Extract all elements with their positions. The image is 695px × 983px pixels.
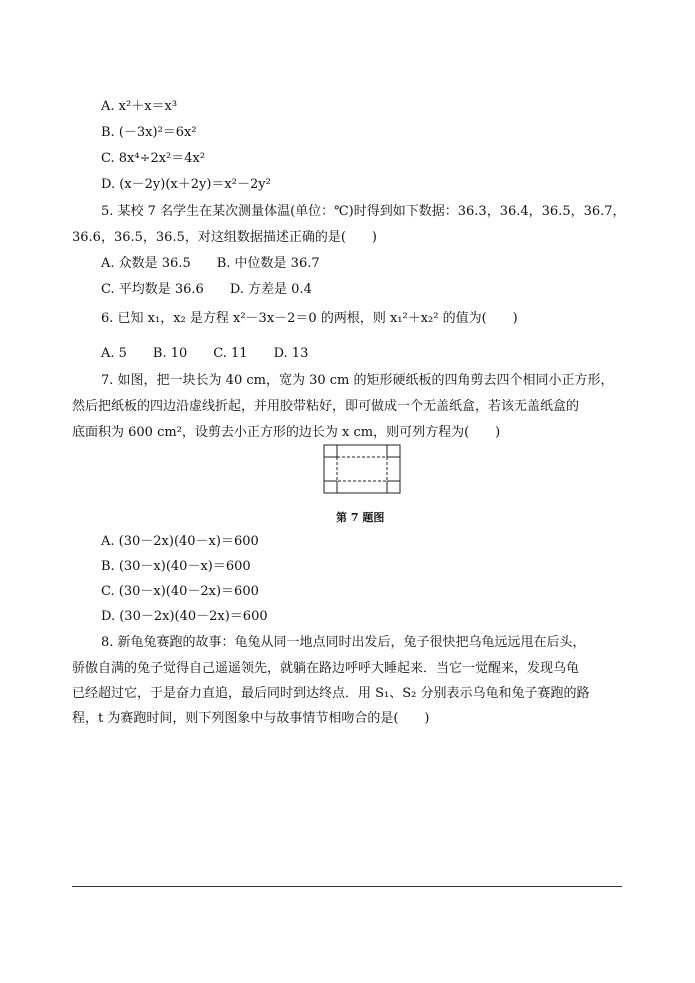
q5-options-row2: C. 平均数是 36.6 D. 方差是 0.4 <box>101 282 312 297</box>
q4-option-d: D. (x－2y)(x＋2y)＝x²－2y² <box>101 177 271 192</box>
q7-stem-line1: 7. 如图，把一块长为 40 cm，宽为 30 cm 的矩形硬纸板的四角剪去四个相同小正方形， <box>101 373 614 388</box>
q7-stem-line2: 然后把纸板的四边沿虚线折起，并用胶带粘好，即可做成一个无盖纸盒，若该无盖纸盒的 <box>72 399 580 414</box>
q5-options-row1: A. 众数是 36.5 B. 中位数是 36.7 <box>101 256 320 271</box>
q4-option-a: A. x²＋x＝x³ <box>101 99 178 114</box>
q7-option-c: C. (30－x)(40－2x)＝600 <box>101 584 259 599</box>
q7-stem-line3: 底面积为 600 cm²，设剪去小正方形的边长为 x cm，则可列方程为( ) <box>72 425 501 440</box>
q8-stem-line2: 骄傲自满的兔子觉得自己遥遥领先，就躺在路边呼呼大睡起来．当它一觉醒来，发现乌龟 <box>72 661 580 676</box>
q5-stem-line1: 5. 某校 7 名学生在某次测量体温(单位：℃)时得到如下数据：36.3，36.4，36.5，36.7， <box>101 204 626 219</box>
q8-stem-line1: 8. 新龟兔赛跑的故事：龟兔从同一地点同时出发后，兔子很快把乌龟远远甩在后头， <box>101 635 586 650</box>
q7-option-d: D. (30－2x)(40－2x)＝600 <box>101 609 268 624</box>
q7-option-a: A. (30－2x)(40－x)＝600 <box>101 534 259 549</box>
q7-cardboard-figure <box>323 444 401 494</box>
footer-rule <box>72 886 622 887</box>
q4-option-b: B. (－3x)²＝6x² <box>101 125 197 140</box>
q8-stem-line4: 程，t 为赛跑时间，则下列图象中与故事情节相吻合的是( ) <box>72 711 430 726</box>
q4-option-c: C. 8x⁴÷2x²＝4x² <box>101 151 206 166</box>
q8-stem-line3: 已经超过它，于是奋力直追，最后同时到达终点．用 S₁、S₂ 分别表示乌龟和兔子赛跑的路 <box>72 686 590 701</box>
q7-option-b: B. (30－x)(40－x)＝600 <box>101 559 251 574</box>
q7-figure-caption: 第 7 题图 <box>336 511 385 524</box>
q6-options: A. 5 B. 10 C. 11 D. 13 <box>101 346 309 361</box>
q6-stem: 6. 已知 x₁，x₂ 是方程 x²－3x－2＝0 的两根，则 x₁²＋x₂² 的值为( ) <box>101 311 518 326</box>
q5-stem-line2: 36.6，36.5，36.5，对这组数据描述正确的是( ) <box>72 230 377 245</box>
